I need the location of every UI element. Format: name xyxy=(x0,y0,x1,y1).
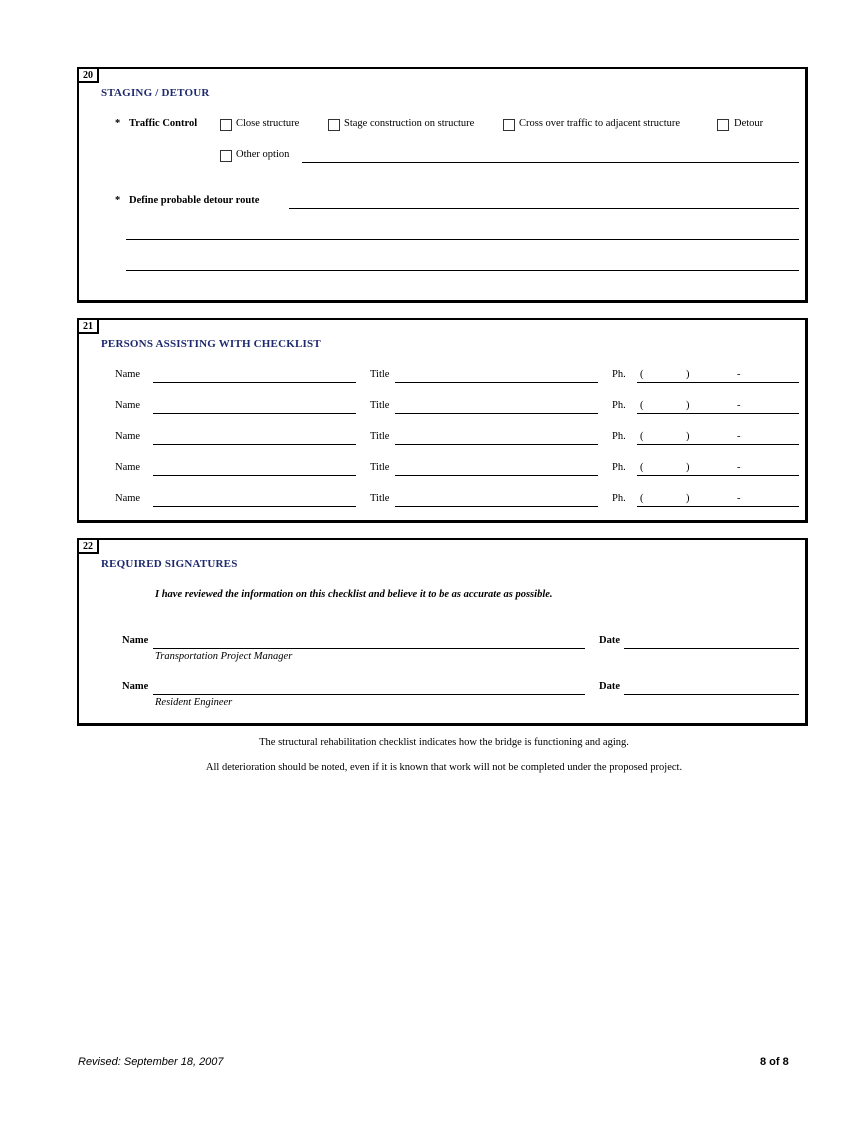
title-field[interactable] xyxy=(395,475,598,476)
detour-route-field-3[interactable] xyxy=(126,270,799,271)
asterisk: * xyxy=(115,118,121,129)
staging-detour-section xyxy=(77,67,808,303)
stage-construction-checkbox[interactable] xyxy=(328,119,340,131)
name-label: Name xyxy=(115,431,141,442)
name-field[interactable] xyxy=(153,475,356,476)
close-structure-checkbox[interactable] xyxy=(220,119,232,131)
detour-route-field-2[interactable] xyxy=(126,239,799,240)
note-line-2: All deterioration should be noted, even if it is known that work will not be completed under the proposed project. xyxy=(205,762,683,773)
persons-assisting-section xyxy=(77,318,808,523)
signature-date-label: Date xyxy=(599,681,620,692)
name-label: Name xyxy=(115,369,141,380)
re-role-label: Resident Engineer xyxy=(155,697,233,708)
phone-label: Ph. xyxy=(612,493,626,504)
phone-field[interactable] xyxy=(637,475,799,476)
name-label: Name xyxy=(115,462,141,473)
name-field[interactable] xyxy=(153,506,356,507)
section-title: PERSONS ASSISTING WITH CHECKLIST xyxy=(101,338,321,350)
signature-name-label: Name xyxy=(122,681,149,692)
cross-over-traffic-label: Cross over traffic to adjacent structure xyxy=(519,118,681,129)
name-label: Name xyxy=(115,493,141,504)
phone-field[interactable] xyxy=(637,382,799,383)
paren-open: ( xyxy=(640,431,644,442)
required-signatures-section xyxy=(77,538,808,726)
paren-close: ) xyxy=(686,400,690,411)
paren-close: ) xyxy=(686,462,690,473)
phone-dash: - xyxy=(737,400,741,411)
title-field[interactable] xyxy=(395,506,598,507)
title-label: Title xyxy=(370,369,390,380)
phone-field[interactable] xyxy=(637,506,799,507)
title-field[interactable] xyxy=(395,382,598,383)
person-row xyxy=(79,399,805,419)
detour-route-field[interactable] xyxy=(289,208,799,209)
phone-label: Ph. xyxy=(612,462,626,473)
phone-label: Ph. xyxy=(612,369,626,380)
phone-dash: - xyxy=(737,462,741,473)
section-number: 21 xyxy=(77,318,99,334)
page-number: 8 of 8 xyxy=(760,1056,789,1068)
close-structure-label: Close structure xyxy=(236,118,300,129)
paren-close: ) xyxy=(686,431,690,442)
detour-label: Detour xyxy=(734,118,764,129)
paren-close: ) xyxy=(686,493,690,504)
re-signature-field[interactable] xyxy=(153,694,585,695)
pm-role-label: Transportation Project Manager xyxy=(155,651,293,662)
title-label: Title xyxy=(370,462,390,473)
name-field[interactable] xyxy=(153,382,356,383)
person-row xyxy=(79,492,805,512)
traffic-control-label: Traffic Control xyxy=(129,118,198,129)
re-date-field[interactable] xyxy=(624,694,799,695)
title-field[interactable] xyxy=(395,413,598,414)
note-line-1: The structural rehabilitation checklist indicates how the bridge is functioning and aging. xyxy=(259,737,629,748)
title-label: Title xyxy=(370,400,390,411)
person-row xyxy=(79,430,805,450)
section-number: 20 xyxy=(77,67,99,83)
person-row xyxy=(79,368,805,388)
name-field[interactable] xyxy=(153,444,356,445)
phone-label: Ph. xyxy=(612,400,626,411)
paren-open: ( xyxy=(640,493,644,504)
title-label: Title xyxy=(370,493,390,504)
pm-signature-field[interactable] xyxy=(153,648,585,649)
signature-name-label: Name xyxy=(122,635,149,646)
phone-field[interactable] xyxy=(637,413,799,414)
detour-route-label: Define probable detour route xyxy=(129,195,260,206)
phone-dash: - xyxy=(737,493,741,504)
pm-date-field[interactable] xyxy=(624,648,799,649)
paren-open: ( xyxy=(640,369,644,380)
review-statement: I have reviewed the information on this checklist and believe it to be as accurate as possible. xyxy=(155,589,553,600)
name-label: Name xyxy=(115,400,141,411)
paren-open: ( xyxy=(640,462,644,473)
asterisk: * xyxy=(115,195,121,206)
detour-checkbox[interactable] xyxy=(717,119,729,131)
revised-date: Revised: September 18, 2007 xyxy=(78,1056,224,1068)
name-field[interactable] xyxy=(153,413,356,414)
stage-construction-label: Stage construction on structure xyxy=(344,118,475,129)
section-number: 22 xyxy=(77,538,99,554)
paren-open: ( xyxy=(640,400,644,411)
section-title: REQUIRED SIGNATURES xyxy=(101,558,238,570)
other-option-field[interactable] xyxy=(302,162,799,163)
phone-dash: - xyxy=(737,431,741,442)
title-label: Title xyxy=(370,431,390,442)
other-option-label: Other option xyxy=(236,149,290,160)
person-row xyxy=(79,461,805,481)
phone-dash: - xyxy=(737,369,741,380)
phone-label: Ph. xyxy=(612,431,626,442)
title-field[interactable] xyxy=(395,444,598,445)
other-option-checkbox[interactable] xyxy=(220,150,232,162)
section-title: STAGING / DETOUR xyxy=(101,87,210,99)
phone-field[interactable] xyxy=(637,444,799,445)
signature-date-label: Date xyxy=(599,635,620,646)
cross-over-traffic-checkbox[interactable] xyxy=(503,119,515,131)
paren-close: ) xyxy=(686,369,690,380)
